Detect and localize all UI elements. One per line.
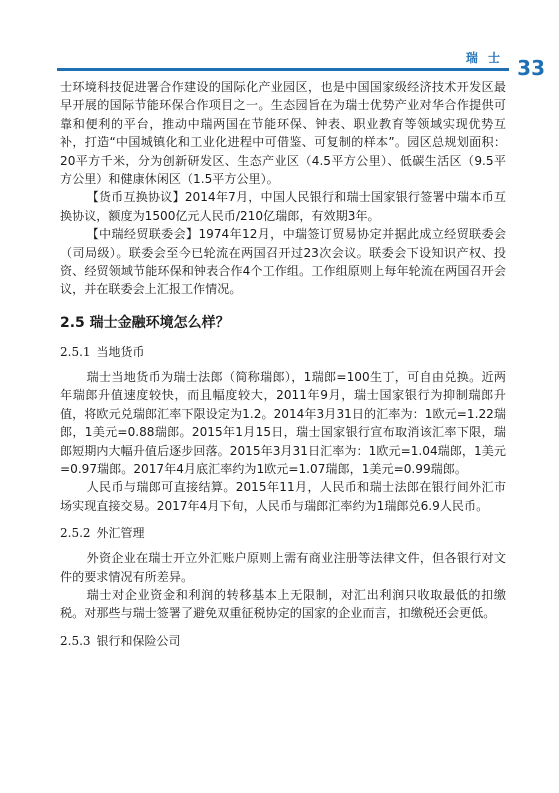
subsection-title: 外汇管理 (96, 526, 145, 541)
paragraph-currency-swap: 【货币互换协议】2014年7月，中国人民银行和瑞士国家银行签署中瑞本币互换协议，额度为1500亿元人民币/210亿瑞郎，有效期3年。 (60, 190, 506, 223)
page-number: 33 (517, 56, 545, 80)
paragraph-local-currency: 瑞士当地货币为瑞士法郎（简称瑞郎），1瑞郎=100生丁，可自由兑换。近两年瑞郎升值速度较快，而且幅度较大，2011年9月，瑞士国家银行为抑制瑞郎升值，将欧元兑瑞郎汇率下限设定为1.2。2014年3月31日的汇率为：1欧元=1.22瑞郎，1美元=0.88瑞郎。2015年1月15日，瑞士国家银行宣布取消该汇率下限，瑞郎短期内大幅升值后逐步回落。2015年3月31日汇率为：1欧元=1.04瑞郎，1美元=0.97瑞郎。2017年4月底汇率约为1欧元=1.07瑞郎，1美元=0.99瑞郎。 (60, 369, 506, 476)
subsection-number: 2.5.2 (60, 526, 91, 541)
paragraph-profit-transfer: 瑞士对企业资金和利润的转移基本上无限制，对汇出利润只收取最低的扣缴税。对那些与瑞士签署了避免双重征税协定的国家的企业而言，扣缴税还会更低。 (60, 587, 506, 621)
subsection-title: 银行和保险公司 (96, 633, 181, 648)
running-header-country: 瑞 士 (465, 51, 503, 65)
paragraph-rmb-chf-settlement: 人民币与瑞郎可直接结算。2015年11月，人民币和瑞士法郎在银行间外汇市场实现直接交易。2017年4月下旬，人民币与瑞郎汇率约为1瑞郎兑6.9人民币。 (60, 480, 506, 513)
paragraph-trade-committee: 【中瑞经贸联委会】1974年12月，中瑞签订贸易协定并据此成立经贸联委会（司局级）。联委会至今已轮流在两国召开过23次会议。联委会下设知识产权、投资、经贸领域节能环保和钟表合作4个工作组。工作组原则上每年轮流在两国召开会议，并在联委会上汇报工作情况。 (60, 227, 506, 297)
paragraph-eco-park-continued: 士环境科技促进署合作建设的国际化产业园区，也是中国国家级经济技术开发区最早开展的国际节能环保合作项目之一。生态园旨在为瑞士优势产业对华合作提供可靠和便利的平台，推动中瑞两国在节能环保、钟表、职业教育等领域实现优势互补，打造“中国城镇化和工业化进程中可借鉴、可复制的样本”。园区总规划面积：20平方千米，分为创新研发区、生态产业区（4.5平方公里）、低碳生活区（9.5平方公里）和健康休闲区（1.5平方公里）。 (60, 80, 506, 187)
section-heading-2-5: 2.5 瑞士金融环境怎么样？ (60, 314, 230, 331)
subsection-title: 当地货币 (96, 344, 145, 359)
subsection-heading-2-5-2 (60, 524, 506, 542)
subsection-number: 2.5.3 (60, 633, 91, 648)
header-rule (57, 68, 509, 71)
paragraph-forex-accounts: 外资企业在瑞士开立外汇账户原则上需有商业注册等法律文件，但各银行对文件的要求情况有所差异。 (60, 551, 506, 584)
subsection-heading-2-5-1 (60, 343, 506, 361)
page-body (60, 78, 506, 657)
subsection-number: 2.5.1 (60, 344, 91, 359)
subsection-heading-2-5-3 (60, 632, 506, 650)
